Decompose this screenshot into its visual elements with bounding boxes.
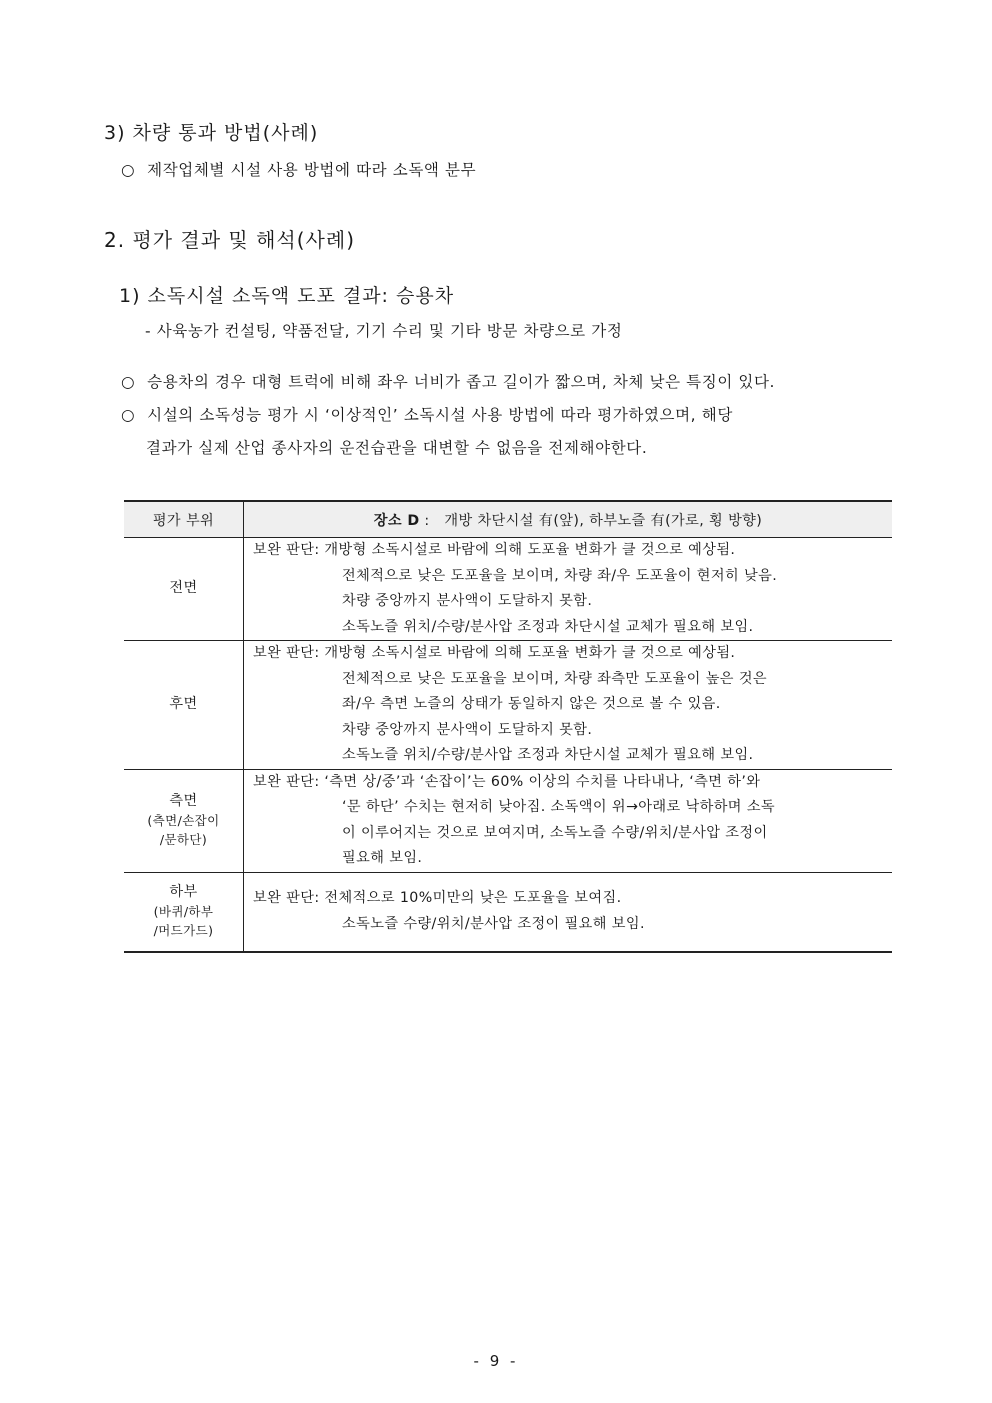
- desc-front: [244, 538, 893, 641]
- desc-line: 보완 판단: 개방형 소독시설로 바람에 의해 도포율 변화가 클 것으로 예상됨.: [253, 542, 736, 558]
- part-side: [124, 769, 244, 872]
- bullet-spray-method: [121, 158, 476, 180]
- section-heading-vehicle-passage: 3) 차량 통과 방법(사례): [104, 122, 319, 144]
- desc-line: 보완 판단: ‘측면 상/중’과 ‘손잡이’는 60% 이상의 수치를 나타내나, ‘측면 하’와: [253, 773, 761, 790]
- table-row-bottom: [124, 872, 892, 952]
- part-bottom-label: 하부: [169, 884, 198, 901]
- assumption-note: - 사육농가 컨설팅, 약품전달, 기기 수리 및 기타 방문 차량으로 가정: [145, 322, 623, 340]
- desc-line: 전체적으로 낮은 도포율을 보이며, 차량 좌측만 도포율이 높은 것은: [342, 670, 768, 687]
- circle-bullet-icon: ○: [121, 161, 136, 179]
- circle-bullet-icon: ○: [121, 373, 136, 391]
- desc-line: 보완 판단: 전체적으로 10%미만의 낮은 도포율을 보여짐.: [253, 890, 622, 906]
- desc-line: 소독노즐 수량/위치/분사압 조정이 필요해 보임.: [342, 915, 645, 932]
- desc-bottom: [244, 872, 893, 952]
- bullet-text: 승용차의 경우 대형 트럭에 비해 좌우 너비가 좁고 길이가 짧으며, 차체 낮은 특징이 있다.: [147, 373, 776, 391]
- header-part: 평가 부위: [124, 501, 244, 538]
- desc-line: 차량 중앙까지 분사액이 도달하지 못함.: [342, 593, 593, 609]
- table-row-front: [124, 538, 892, 641]
- part-front: 전면: [124, 538, 244, 641]
- desc-line: 소독노즐 위치/수량/분사압 조정과 차단시설 교체가 필요해 보임.: [342, 747, 754, 763]
- evaluation-table: [124, 500, 892, 953]
- header-site-name: 장소 D: [373, 512, 420, 529]
- bullet-text: 제작업체별 시설 사용 방법에 따라 소독액 분무: [147, 161, 477, 179]
- desc-line: 이 이루어지는 것으로 보여지며, 소독노즐 수량/위치/분사압 조정이: [342, 824, 768, 841]
- part-rear: 후면: [124, 641, 244, 770]
- table-header-row: [124, 501, 892, 538]
- header-site-detail: : 개방 차단시설 有(앞), 하부노즐 有(가로, 횡 방향): [419, 512, 763, 529]
- bullet-evaluation-premise: [121, 403, 733, 425]
- part-bottom-sub: /머드가드): [153, 923, 214, 939]
- page-number: - 9 -: [473, 1352, 519, 1370]
- header-site: [244, 501, 893, 538]
- desc-side: [244, 769, 893, 872]
- part-side-sub: (측면/손잡이: [147, 813, 220, 829]
- part-bottom-sub: (바퀴/하부: [153, 904, 214, 920]
- desc-line: 전체적으로 낮은 도포율을 보이며, 차량 좌/우 도포율이 현저히 낮음.: [342, 567, 778, 584]
- part-side-label: 측면: [169, 793, 198, 810]
- bullet-text: 시설의 소독성능 평가 시 ‘이상적인’ 소독시설 사용 방법에 따라 평가하였으며, 해당: [147, 406, 733, 424]
- desc-line: ‘문 하단’ 수치는 현저히 낮아짐. 소독액이 위→아래로 낙하하며 소독: [342, 799, 776, 815]
- table-row-side: [124, 769, 892, 872]
- desc-line: 차량 중앙까지 분사액이 도달하지 못함.: [342, 721, 593, 738]
- desc-line: 보완 판단: 개방형 소독시설로 바람에 의해 도포율 변화가 클 것으로 예상됨.: [253, 645, 736, 661]
- part-bottom: [124, 872, 244, 952]
- desc-rear: [244, 641, 893, 770]
- desc-line: 소독노즐 위치/수량/분사압 조정과 차단시설 교체가 필요해 보임.: [342, 618, 754, 635]
- bullet-evaluation-premise-cont: 결과가 실제 산업 종사자의 운전습관을 대변할 수 없음을 전제해야한다.: [146, 439, 648, 457]
- table-row-rear: [124, 641, 892, 770]
- section-heading-evaluation: 2. 평가 결과 및 해석(사례): [104, 228, 355, 252]
- desc-line: 필요해 보임.: [342, 850, 423, 866]
- bullet-car-feature: [121, 370, 775, 392]
- part-side-sub: /문하단): [159, 832, 208, 848]
- desc-line: 좌/우 측면 노즐의 상태가 동일하지 않은 것으로 볼 수 있음.: [342, 696, 721, 712]
- circle-bullet-icon: ○: [121, 406, 136, 424]
- sub-heading-passenger-car: 1) 소독시설 소독액 도포 결과: 승용차: [119, 285, 455, 307]
